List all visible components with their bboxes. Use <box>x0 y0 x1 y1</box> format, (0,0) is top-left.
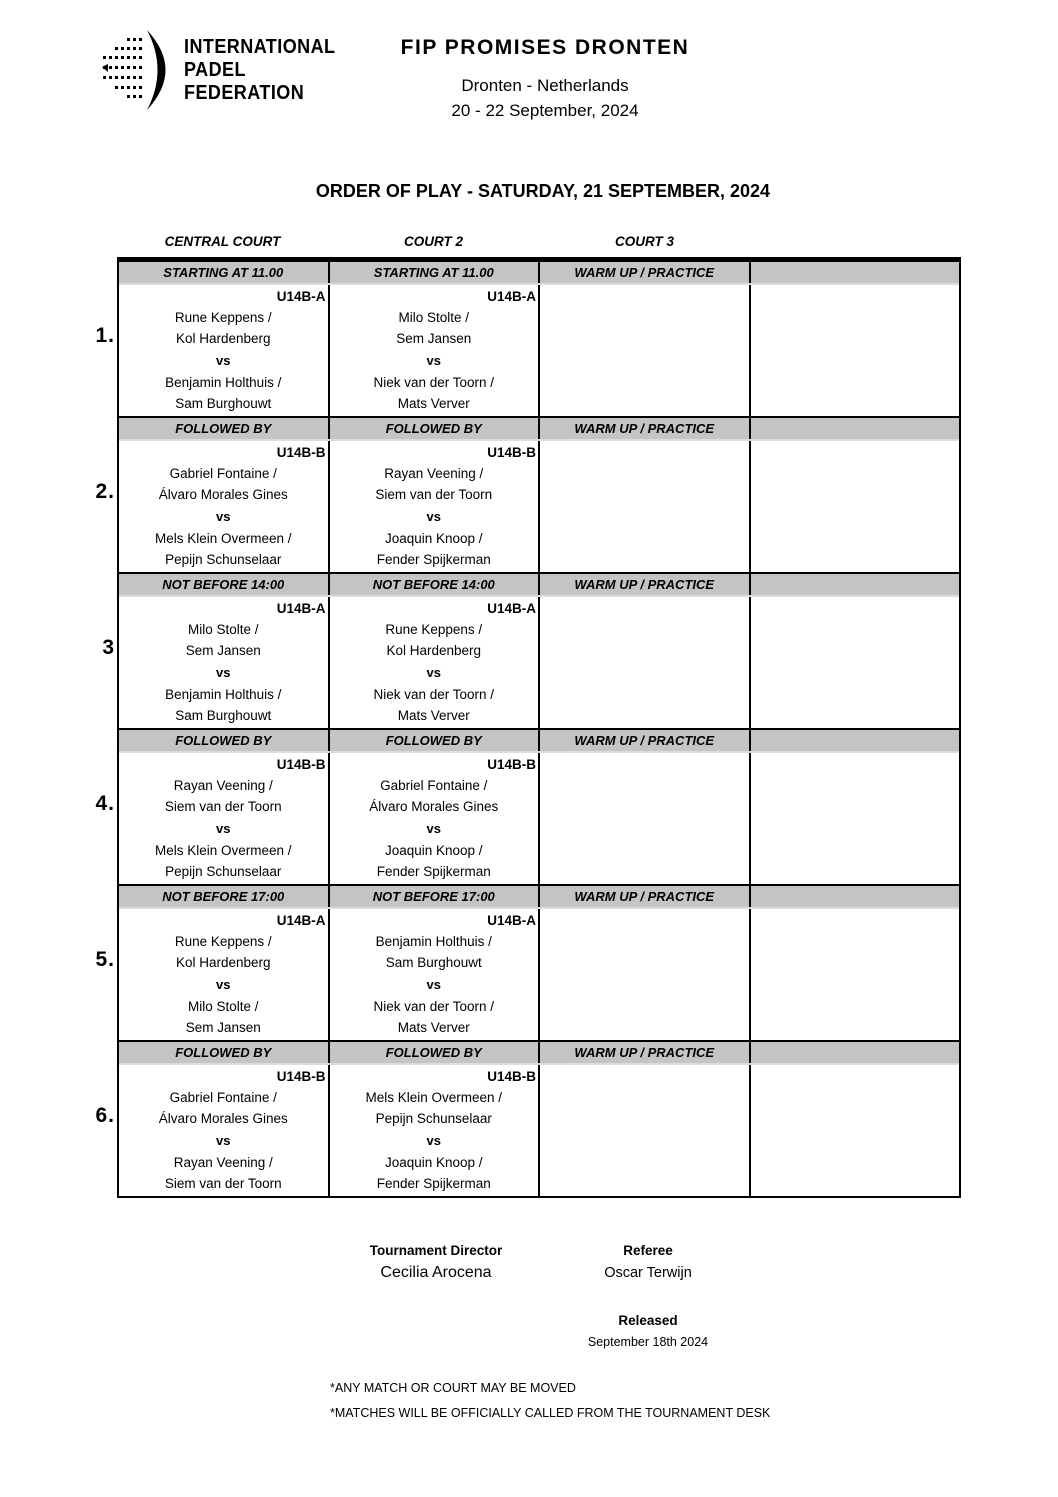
player-name: Mats Verver <box>397 396 470 411</box>
player-name: Siem van der Toorn <box>164 799 282 814</box>
match-cell-court2 <box>330 753 541 884</box>
band-empty <box>751 886 960 907</box>
match-cell-empty <box>751 597 960 728</box>
match-row <box>95 728 959 884</box>
player-name: Sam Burghouwt <box>175 396 272 411</box>
time-band-central: FOLLOWED BY <box>119 730 330 751</box>
match-cell-empty <box>751 753 960 884</box>
match-cell-central <box>119 285 330 416</box>
match-cell-central <box>119 909 330 1040</box>
category-label: U14B-B <box>276 1069 326 1084</box>
footnote: *MATCHES WILL BE OFFICIALLY CALLED FROM THE TOURNAMENT DESK <box>330 1406 771 1420</box>
court-header-empty <box>750 234 961 249</box>
footnotes <box>330 1376 770 1426</box>
player-name: Sem Jansen <box>185 1020 261 1035</box>
schedule-band <box>119 418 959 441</box>
match-cell-court3 <box>540 753 751 884</box>
event-title: FIP PROMISES DRONTEN <box>400 36 690 59</box>
player-name: Milo Stolte / <box>398 310 470 325</box>
band-empty <box>751 262 960 283</box>
player-name: Milo Stolte / <box>187 622 259 637</box>
warmup-band-court3: WARM UP / PRACTICE <box>540 418 751 439</box>
player-name: Siem van der Toorn <box>164 1176 282 1191</box>
time-band-central: STARTING AT 11.00 <box>119 262 330 283</box>
schedule-band <box>119 574 959 597</box>
player-name: Álvaro Morales Gines <box>369 799 499 814</box>
match-number: 5. <box>95 948 115 971</box>
vs-label: vs <box>426 353 441 368</box>
logo-text-line: FEDERATION <box>184 81 305 104</box>
warmup-band-court3: WARM UP / PRACTICE <box>540 730 751 751</box>
vs-label: vs <box>216 821 231 836</box>
vs-label: vs <box>216 509 231 524</box>
match-cell-court3 <box>540 597 751 728</box>
player-name: Niek van der Toorn / <box>373 687 495 702</box>
player-name: Niek van der Toorn / <box>373 375 495 390</box>
player-name: Gabriel Fontaine / <box>169 1090 277 1105</box>
player-name: Rune Keppens / <box>385 622 483 637</box>
match-cell-court3 <box>540 1065 751 1196</box>
player-name: Joaquin Knoop / <box>384 531 483 546</box>
warmup-band-court3: WARM UP / PRACTICE <box>540 262 751 283</box>
match-body <box>119 1065 959 1196</box>
match-cell-empty <box>751 285 960 416</box>
time-band-court2: STARTING AT 11.00 <box>330 262 541 283</box>
tournament-director-label: Tournament Director <box>369 1243 503 1258</box>
referee-block <box>542 1243 754 1281</box>
category-label: U14B-A <box>276 601 326 616</box>
player-name: Pepijn Schunselaar <box>165 552 282 567</box>
player-name: Rayan Veening / <box>173 1155 273 1170</box>
player-name: Benjamin Holthuis / <box>375 934 492 949</box>
event-dates: 20 - 22 September, 2024 <box>451 101 639 120</box>
match-number: 3 <box>102 636 115 659</box>
player-name: Rune Keppens / <box>174 310 272 325</box>
player-name: Kol Hardenberg <box>386 643 482 658</box>
event-location: Dronten - Netherlands <box>461 76 629 95</box>
category-label: U14B-A <box>487 289 536 304</box>
court-headers <box>117 234 961 249</box>
time-band-central: NOT BEFORE 14:00 <box>119 574 330 595</box>
match-number: 2. <box>95 480 115 503</box>
released-date: September 18th 2024 <box>587 1335 709 1349</box>
court-header-court3: COURT 3 <box>614 234 674 249</box>
player-name: Gabriel Fontaine / <box>380 778 488 793</box>
match-body <box>119 597 959 728</box>
match-cell-empty <box>751 1065 960 1196</box>
match-cell-central <box>119 753 330 884</box>
vs-label: vs <box>216 977 231 992</box>
player-name: Kol Hardenberg <box>175 955 271 970</box>
category-label: U14B-A <box>487 913 536 928</box>
match-row <box>102 572 959 728</box>
player-name: Álvaro Morales Gines <box>158 487 288 502</box>
logo-text-line: INTERNATIONAL <box>184 35 336 58</box>
vs-label: vs <box>216 1133 231 1148</box>
match-cell-court2 <box>330 909 541 1040</box>
warmup-band-court3: WARM UP / PRACTICE <box>540 1042 751 1063</box>
match-cell-empty <box>751 909 960 1040</box>
player-name: Álvaro Morales Gines <box>158 1111 288 1126</box>
tournament-director-block <box>330 1243 542 1282</box>
referee-label: Referee <box>623 1243 673 1258</box>
band-empty <box>751 418 960 439</box>
player-name: Milo Stolte / <box>187 999 259 1014</box>
player-name: Mels Klein Overmeen / <box>154 531 292 546</box>
match-cell-court3 <box>540 285 751 416</box>
schedule-table <box>95 257 961 1198</box>
vs-label: vs <box>426 1133 441 1148</box>
player-name: Fender Spijkerman <box>376 552 491 567</box>
schedule-band <box>119 1042 959 1065</box>
time-band-central: NOT BEFORE 17:00 <box>119 886 330 907</box>
time-band-court2: FOLLOWED BY <box>330 730 541 751</box>
time-band-court2: NOT BEFORE 17:00 <box>330 886 541 907</box>
player-name: Pepijn Schunselaar <box>165 864 282 879</box>
player-name: Joaquin Knoop / <box>384 843 483 858</box>
player-name: Benjamin Holthuis / <box>165 687 282 702</box>
category-label: U14B-B <box>487 757 536 772</box>
player-name: Joaquin Knoop / <box>384 1155 483 1170</box>
match-row <box>95 1040 959 1196</box>
tournament-director-name: Cecilia Arocena <box>380 1264 492 1281</box>
match-cell-empty <box>751 441 960 572</box>
schedule-band <box>119 730 959 753</box>
player-name: Fender Spijkerman <box>376 1176 491 1191</box>
match-cell-central <box>119 441 330 572</box>
match-cell-court2 <box>330 597 541 728</box>
band-empty <box>751 1042 960 1063</box>
player-name: Sem Jansen <box>185 643 261 658</box>
category-label: U14B-B <box>276 445 326 460</box>
match-number: 4. <box>95 792 115 815</box>
player-name: Siem van der Toorn <box>375 487 493 502</box>
player-name: Pepijn Schunselaar <box>375 1111 492 1126</box>
player-name: Kol Hardenberg <box>175 331 271 346</box>
match-number: 6. <box>95 1104 115 1127</box>
match-cell-court3 <box>540 441 751 572</box>
match-row <box>95 884 959 1040</box>
warmup-band-court3: WARM UP / PRACTICE <box>540 574 751 595</box>
band-empty <box>751 730 960 751</box>
match-cell-court3 <box>540 909 751 1040</box>
vs-label: vs <box>426 665 441 680</box>
player-name: Rayan Veening / <box>384 466 484 481</box>
match-body <box>119 753 959 884</box>
match-cell-court2 <box>330 1065 541 1196</box>
time-band-court2: FOLLOWED BY <box>330 418 541 439</box>
page-title: ORDER OF PLAY - SATURDAY, 21 SEPTEMBER, 2024 <box>315 181 771 201</box>
warmup-band-court3: WARM UP / PRACTICE <box>540 886 751 907</box>
footnote: *ANY MATCH OR COURT MAY BE MOVED <box>330 1381 576 1395</box>
category-label: U14B-A <box>276 913 326 928</box>
time-band-court2: FOLLOWED BY <box>330 1042 541 1063</box>
schedule-band <box>119 886 959 909</box>
match-body <box>119 441 959 572</box>
category-label: U14B-B <box>276 757 326 772</box>
category-label: U14B-A <box>487 601 536 616</box>
court-header-court2: COURT 2 <box>403 234 463 249</box>
vs-label: vs <box>426 509 441 524</box>
referee-name: Oscar Terwijn <box>604 1265 692 1281</box>
logo-text-line: PADEL <box>184 58 246 81</box>
match-number: 1. <box>95 324 115 347</box>
player-name: Benjamin Holthuis / <box>165 375 282 390</box>
player-name: Sem Jansen <box>396 331 472 346</box>
player-name: Niek van der Toorn / <box>373 999 495 1014</box>
vs-label: vs <box>216 353 231 368</box>
player-name: Rayan Veening / <box>173 778 273 793</box>
player-name: Sam Burghouwt <box>385 955 482 970</box>
time-band-central: FOLLOWED BY <box>119 418 330 439</box>
match-cell-central <box>119 1065 330 1196</box>
category-label: U14B-A <box>276 289 326 304</box>
match-body <box>119 285 959 416</box>
player-name: Mels Klein Overmeen / <box>365 1090 503 1105</box>
match-body <box>119 909 959 1040</box>
vs-label: vs <box>216 665 231 680</box>
player-name: Fender Spijkerman <box>376 864 491 879</box>
band-empty <box>751 574 960 595</box>
player-name: Sam Burghouwt <box>175 708 272 723</box>
released-block <box>542 1313 754 1349</box>
released-label: Released <box>618 1313 678 1328</box>
match-row <box>95 416 959 572</box>
vs-label: vs <box>426 977 441 992</box>
category-label: U14B-B <box>487 445 536 460</box>
time-band-central: FOLLOWED BY <box>119 1042 330 1063</box>
player-name: Gabriel Fontaine / <box>169 466 277 481</box>
player-name: Mats Verver <box>397 1020 470 1035</box>
court-header-central: CENTRAL COURT <box>164 234 281 249</box>
player-name: Mats Verver <box>397 708 470 723</box>
match-cell-central <box>119 597 330 728</box>
player-name: Rune Keppens / <box>174 934 272 949</box>
vs-label: vs <box>426 821 441 836</box>
player-name: Mels Klein Overmeen / <box>154 843 292 858</box>
schedule-band <box>119 262 959 285</box>
category-label: U14B-B <box>487 1069 536 1084</box>
match-cell-court2 <box>330 441 541 572</box>
match-cell-court2 <box>330 285 541 416</box>
match-row <box>95 262 959 416</box>
time-band-court2: NOT BEFORE 14:00 <box>330 574 541 595</box>
